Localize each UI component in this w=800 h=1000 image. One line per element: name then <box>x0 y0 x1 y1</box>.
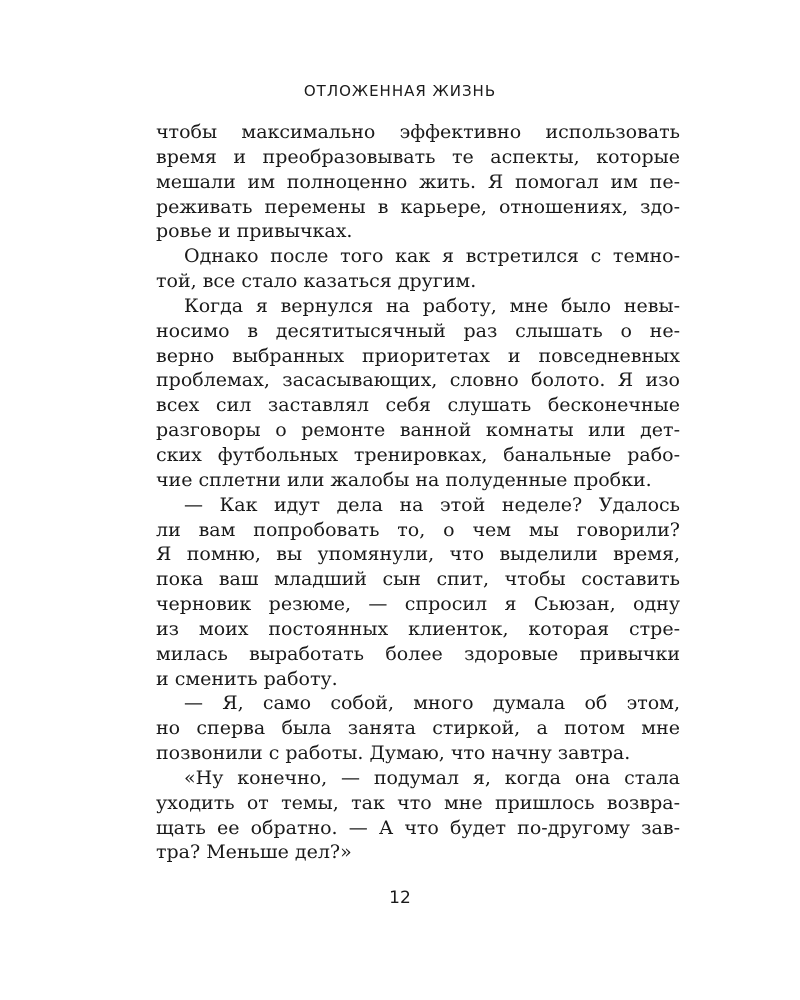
text-line: всех сил заставлял себя слушать бесконечные <box>156 394 680 417</box>
text-line: Когда я вернулся на работу, мне было невы- <box>184 294 680 317</box>
text-line: той, все стало казаться другим. <box>156 270 477 293</box>
text-line: ли вам попробовать то, о чем мы говорили? <box>156 518 680 541</box>
text-line: пока ваш младший сын спит, чтобы составить <box>156 568 680 591</box>
text-line: носимо в десятитысячный раз слышать о не- <box>156 319 680 342</box>
text-line: но сперва была занята стиркой, а потом мне <box>156 717 680 740</box>
text-line: и сменить работу. <box>156 667 338 690</box>
text-line: разговоры о ремонте ванной комнаты или дет- <box>156 419 680 442</box>
text-line: — Как идут дела на этой неделе? Удалось <box>184 493 680 516</box>
text-line: проблемах, засасывающих, словно болото. Я изо <box>156 369 680 392</box>
text-line: ских футбольных тренировках, банальные рабо- <box>156 443 680 466</box>
text-line: черновик резюме, — спросил я Сьюзан, одну <box>156 593 680 616</box>
text-line: реживать перемены в карьере, отношениях, здо- <box>156 195 680 218</box>
text-line: чтобы максимально эффективно использовать <box>156 121 680 143</box>
page-number: 12 <box>389 888 411 908</box>
text-line: чие сплетни или жалобы на полуденные пробки. <box>156 468 652 491</box>
text-line: время и преобразовывать те аспекты, которые <box>156 145 680 168</box>
text-line: Однако после того как я встретился с темно- <box>184 245 680 268</box>
text-line: уходить от темы, так что мне пришлось возвра- <box>156 791 680 814</box>
page-body-text <box>156 120 680 865</box>
text-line: «Ну конечно, — подумал я, когда она стала <box>184 766 680 789</box>
text-line: из моих постоянных клиенток, которая стре- <box>156 617 680 640</box>
text-line: позвонили с работы. Думаю, что начну завтра. <box>156 742 631 765</box>
text-line: верно выбранных приоритетах и повседневных <box>156 344 680 367</box>
text-line: Я помню, вы упомянули, что выделили время, <box>156 543 680 566</box>
text-line: — Я, само собой, много думала об этом, <box>184 692 680 715</box>
text-line: милась выработать более здоровые привычки <box>156 642 680 665</box>
text-line: тра? Меньше дел?» <box>156 841 352 864</box>
text-line: ровье и привычках. <box>156 220 353 243</box>
text-line: мешали им полноценно жить. Я помогал им пе- <box>156 170 680 193</box>
running-header-title: ОТЛОЖЕННАЯ ЖИЗНЬ <box>303 82 497 100</box>
text-line: щать ее обратно. — А что будет по-другому зав- <box>156 816 680 839</box>
